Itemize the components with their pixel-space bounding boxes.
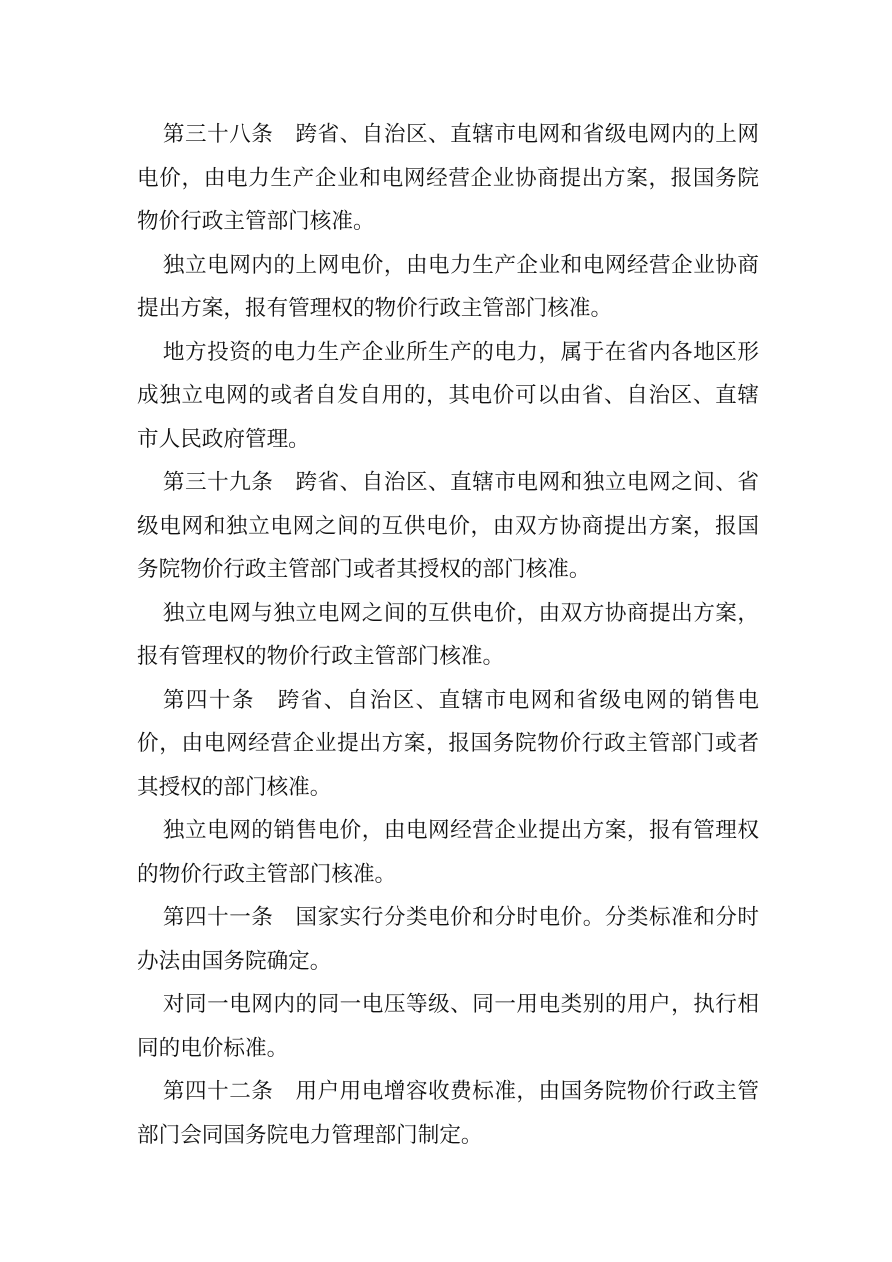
paragraph [137,983,759,1070]
paragraph-text: 跨省、自治区、直辖市电网和独立电网之间、省级电网和独立电网之间的互供电价，由双方协商提出方案，报国务院物价行政主管部门或者其授权的部门核准。 [137,470,759,582]
paragraph-text: 用户用电增容收费标准，由国务院物价行政主管部门会同国务院电力管理部门制定。 [137,1079,759,1148]
paragraph [137,809,759,896]
article-number: 第三十八条 [162,122,274,147]
paragraph [137,592,759,679]
paragraph [137,679,759,810]
paragraph-text: 地方投资的电力生产企业所生产的电力，属于在省内各地区形成独立电网的或者自发自用的，其电价可以由省、自治区、直辖市人民政府管理。 [137,339,759,452]
paragraph-text: 独立电网与独立电网之间的互供电价，由双方协商提出方案，报有管理权的物价行政主管部门核准。 [137,600,759,669]
paragraph [137,896,759,983]
paragraph [137,244,759,331]
paragraph-text: 独立电网的销售电价，由电网经营企业提出方案，报有管理权的物价行政主管部门核准。 [137,818,759,887]
paragraph [137,1070,759,1157]
document-body [137,113,759,1157]
paragraph-text: 独立电网内的上网电价，由电力生产企业和电网经营企业协商提出方案，报有管理权的物价行政主管部门核准。 [137,252,759,321]
paragraph [137,113,759,244]
paragraph [137,461,759,592]
paragraph-text: 跨省、自治区、直辖市电网和省级电网内的上网电价，由电力生产企业和电网经营企业协商提出方案，报国务院物价行政主管部门核准。 [137,122,759,234]
article-number: 第四十二条 [162,1079,274,1104]
paragraph-text: 国家实行分类电价和分时电价。分类标准和分时办法由国务院确定。 [137,905,759,974]
paragraph-text: 对同一电网内的同一电压等级、同一用电类别的用户，执行相同的电价标准。 [137,992,759,1061]
article-number: 第四十一条 [162,905,274,930]
paragraph-text: 跨省、自治区、直辖市电网和省级电网的销售电价，由电网经营企业提出方案，报国务院物价行政主管部门或者其授权的部门核准。 [137,687,759,800]
article-number: 第三十九条 [162,470,274,495]
article-number: 第四十条 [162,687,255,713]
paragraph [137,331,759,462]
